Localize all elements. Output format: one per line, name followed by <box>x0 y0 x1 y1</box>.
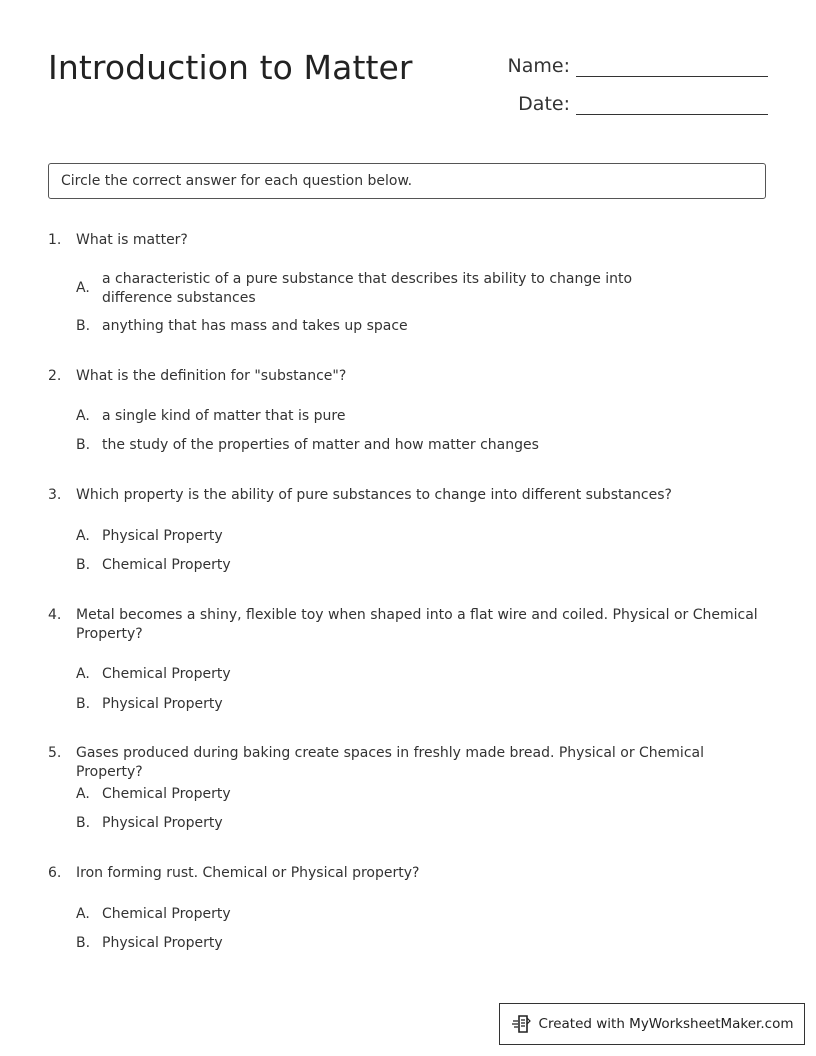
question-6 <box>48 864 768 883</box>
option-letter: A. <box>76 408 90 424</box>
question-text: Gases produced during baking create spaces in freshly made bread. Physical or Chemical Property? <box>76 745 704 780</box>
option-letter: B. <box>76 696 91 712</box>
option-text: Physical Property <box>102 696 223 712</box>
question-text: Iron forming rust. Chemical or Physical property? <box>76 865 420 881</box>
option-text: Physical Property <box>102 935 223 951</box>
option-letter: B. <box>76 437 91 453</box>
option-text: Physical Property <box>102 528 223 544</box>
question-text: What is matter? <box>76 232 188 248</box>
date-label: Date: <box>518 93 570 115</box>
option-letter: B. <box>76 318 91 334</box>
page-title: Introduction to Matter <box>48 48 413 87</box>
option-letter: B. <box>76 557 91 573</box>
question-text: Metal becomes a shiny, flexible toy when shaped into a flat wire and coiled. Physical or Chemical Property? <box>76 607 758 642</box>
question-5 <box>48 744 768 782</box>
question-number: 5. <box>48 745 62 761</box>
name-label: Name: <box>507 55 570 77</box>
option-letter: A. <box>76 528 90 544</box>
option-text: Physical Property <box>102 815 223 831</box>
option-6b[interactable] <box>76 934 696 953</box>
option-6a[interactable] <box>76 905 696 924</box>
question-number: 1. <box>48 232 62 248</box>
option-5b[interactable] <box>76 814 696 833</box>
question-number: 2. <box>48 368 62 384</box>
question-number: 3. <box>48 487 62 503</box>
option-letter: B. <box>76 935 91 951</box>
option-3a[interactable] <box>76 527 696 546</box>
footer-credit[interactable] <box>499 1003 805 1045</box>
option-text: the study of the properties of matter and how matter changes <box>102 437 539 453</box>
option-4b[interactable] <box>76 695 696 714</box>
question-3 <box>48 486 768 505</box>
question-1 <box>48 231 768 250</box>
question-number: 4. <box>48 607 62 623</box>
question-2 <box>48 367 768 386</box>
date-field <box>500 92 768 115</box>
footer-text: Created with MyWorksheetMaker.com <box>538 1016 794 1032</box>
option-letter: A. <box>76 666 90 682</box>
option-1b[interactable] <box>76 317 696 336</box>
name-input-line[interactable] <box>576 54 768 77</box>
option-2a[interactable] <box>76 407 696 426</box>
date-input-line[interactable] <box>576 92 768 115</box>
option-letter: A. <box>76 280 90 296</box>
option-4a[interactable] <box>76 665 696 684</box>
option-text: a characteristic of a pure substance that describes its ability to change into difference substances <box>102 271 633 306</box>
option-text: Chemical Property <box>102 906 231 922</box>
question-text: Which property is the ability of pure substances to change into different substances? <box>76 487 672 503</box>
option-letter: A. <box>76 906 90 922</box>
option-text: anything that has mass and takes up space <box>102 318 408 334</box>
name-field <box>500 54 768 77</box>
option-letter: A. <box>76 786 90 802</box>
option-text: a single kind of matter that is pure <box>102 408 346 424</box>
instructions-text: Circle the correct answer for each question below. <box>61 173 413 189</box>
instructions-box <box>48 163 766 199</box>
question-text: What is the definition for "substance"? <box>76 368 347 384</box>
option-text: Chemical Property <box>102 557 231 573</box>
option-5a[interactable] <box>76 785 696 804</box>
question-number: 6. <box>48 865 62 881</box>
question-4 <box>48 606 768 644</box>
option-text: Chemical Property <box>102 786 231 802</box>
worksheet-maker-logo-icon <box>511 1013 533 1035</box>
option-text: Chemical Property <box>102 666 231 682</box>
option-letter: B. <box>76 815 91 831</box>
option-2b[interactable] <box>76 436 696 455</box>
option-1a[interactable] <box>76 270 696 308</box>
option-3b[interactable] <box>76 556 696 575</box>
